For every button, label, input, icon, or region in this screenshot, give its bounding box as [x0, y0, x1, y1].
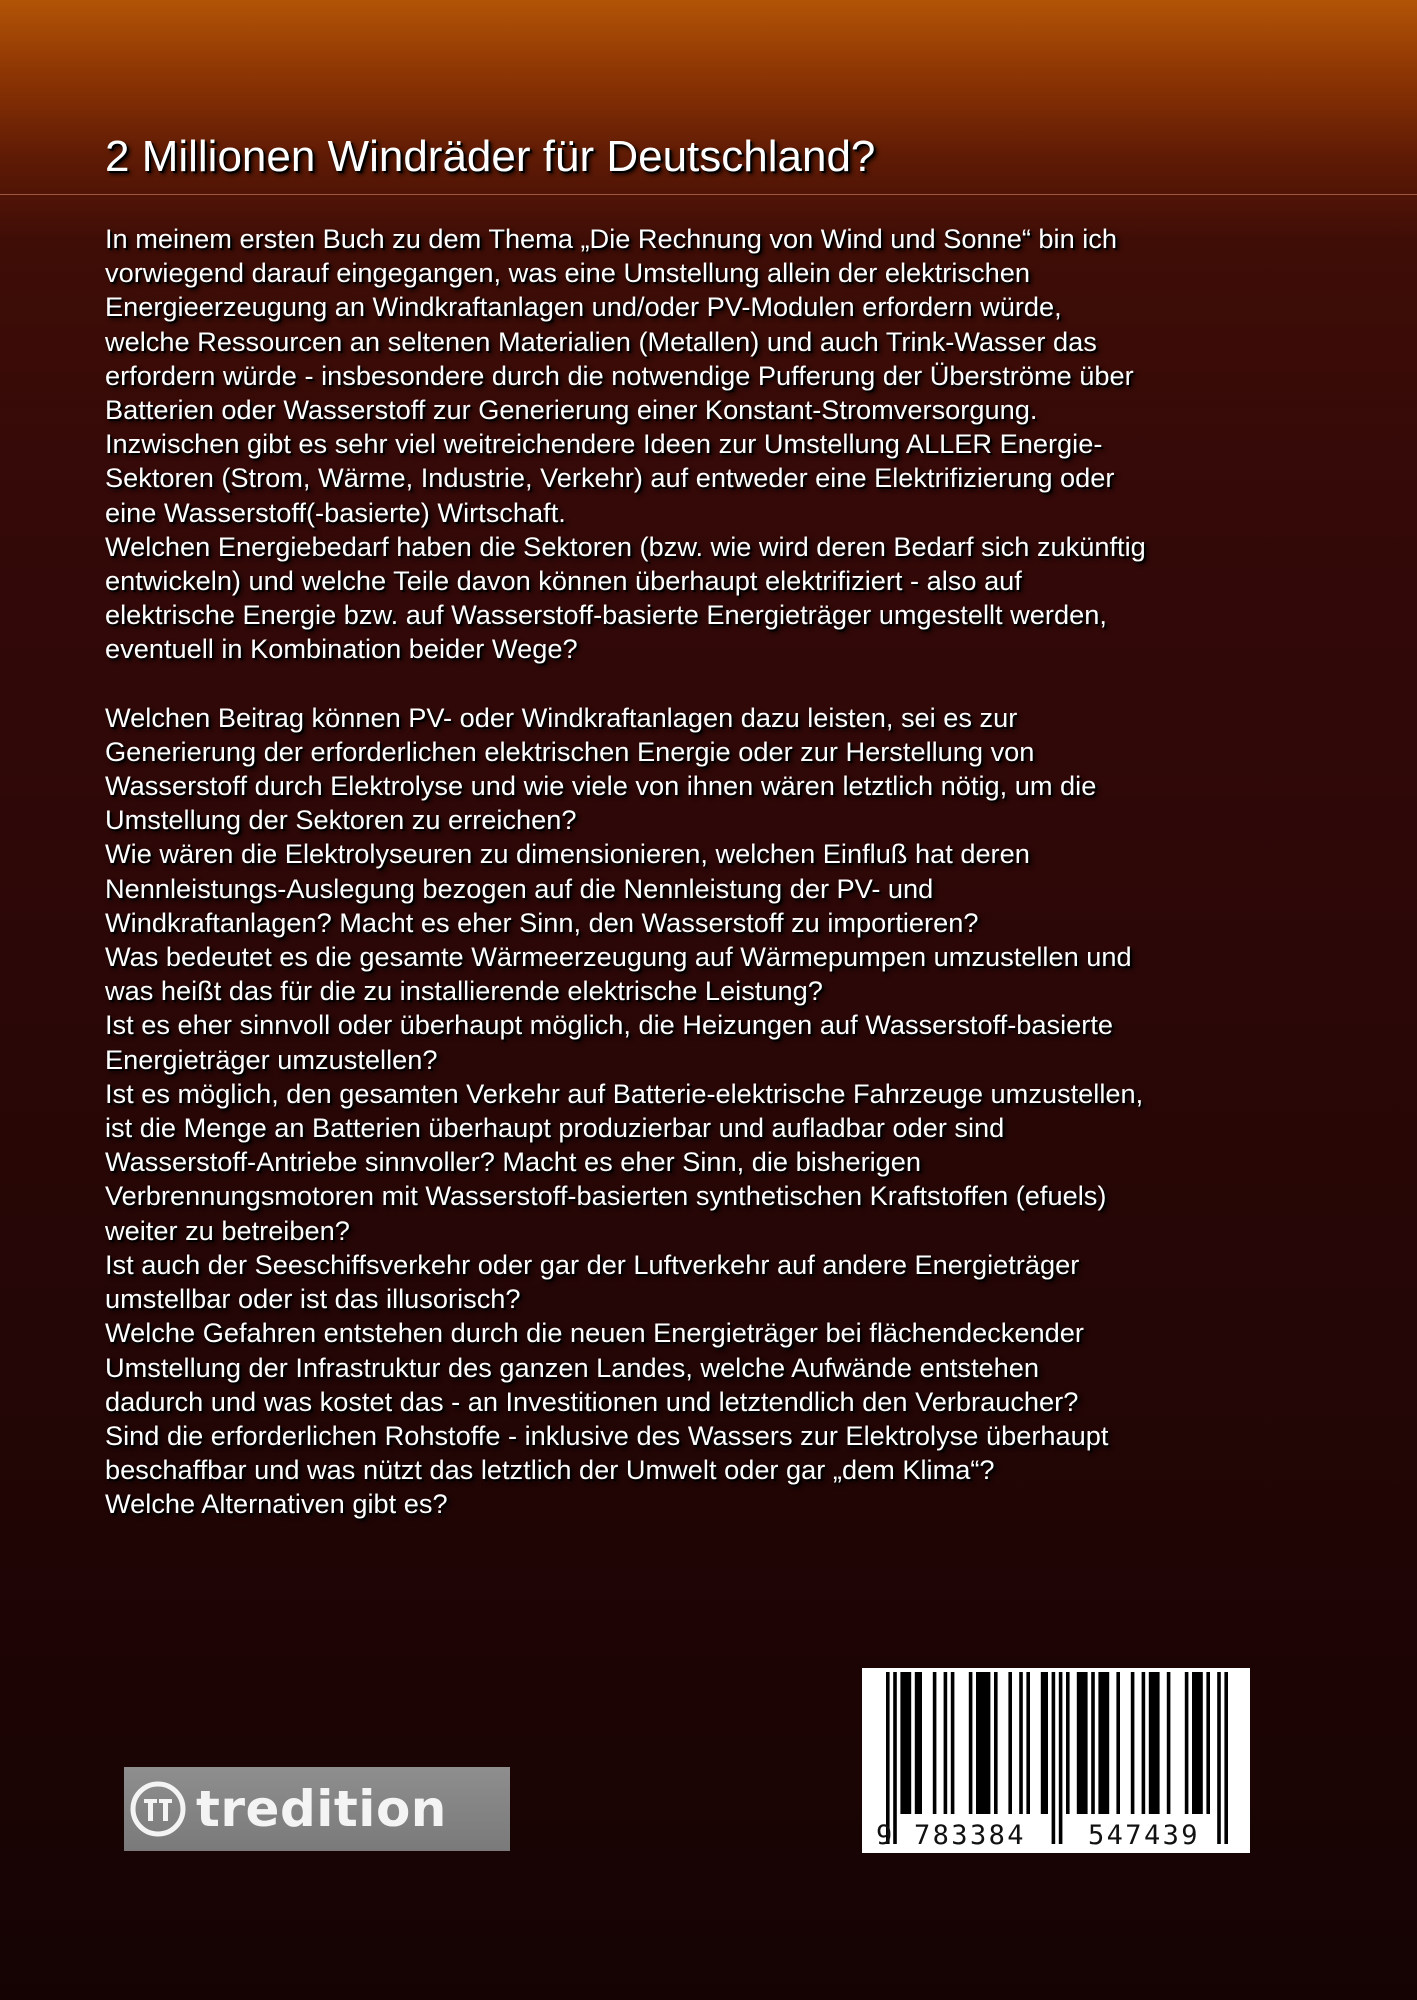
blurb-line: Nennleistungs-Auslegung bezogen auf die Nennleistung der PV- und — [105, 872, 934, 904]
blurb-paragraph-1 — [105, 222, 1365, 667]
blurb-line: Welche Alternativen gibt es? — [105, 1488, 448, 1520]
barcode-bar — [1008, 1672, 1012, 1814]
barcode-bar — [893, 1672, 897, 1844]
blurb-text — [105, 222, 1365, 1522]
book-title: 2 Millionen Windräder für Deutschland? — [105, 132, 876, 181]
barcode-bar — [1142, 1672, 1146, 1814]
barcode-bar — [1116, 1672, 1120, 1814]
barcode-bar — [944, 1672, 948, 1814]
blurb-line: weiter zu betreiben? — [105, 1214, 350, 1246]
barcode-bar — [1077, 1672, 1088, 1814]
blurb-line: In meinem ersten Buch zu dem Thema „Die Rechnung von Wind und Sonne“ bin ich — [105, 223, 1118, 254]
blurb-line: elektrische Energie bzw. auf Wasserstoff-basierte Energieträger umgestellt werden, — [105, 599, 1107, 631]
barcode-bar — [915, 1672, 922, 1814]
barcode-bar — [969, 1672, 973, 1814]
barcode-bar — [1091, 1672, 1095, 1814]
blurb-line: Ist es möglich, den gesamten Verkehr auf Batterie-elektrische Fahrzeuge umzustellen, — [105, 1077, 1144, 1109]
barcode-bar — [951, 1672, 955, 1814]
barcode-bar — [1149, 1672, 1160, 1814]
blurb-line: ist die Menge an Batterien überhaupt produzierbar und aufladbar oder sind — [105, 1112, 1005, 1144]
barcode-bar — [1066, 1672, 1070, 1814]
barcode-bar — [1059, 1672, 1063, 1844]
blurb-paragraph-2 — [105, 701, 1365, 1522]
blurb-line: was heißt das für die zu installierende elektrische Leistung? — [105, 975, 823, 1007]
blurb-line: umstellbar oder ist das illusorisch? — [105, 1283, 521, 1315]
barcode-bar — [1224, 1672, 1228, 1844]
publisher-logo — [124, 1767, 510, 1851]
blurb-line: erfordern würde - insbesondere durch die notwendige Pufferung der Überströme über — [105, 359, 1134, 391]
blurb-line: Welche Gefahren entstehen durch die neuen Energieträger bei flächendeckender — [105, 1317, 1084, 1349]
blurb-line: Ist es eher sinnvoll oder überhaupt möglich, die Heizungen auf Wasserstoff-basierte — [105, 1009, 1113, 1041]
barcode-bar — [900, 1672, 911, 1814]
barcode-bar — [1206, 1672, 1210, 1814]
blurb-line: entwickeln) und welche Teile davon können überhaupt elektrifiziert - also auf — [105, 565, 1022, 597]
barcode-bar — [994, 1672, 998, 1814]
blurb-line: Welchen Beitrag können PV- oder Windkraftanlagen dazu leisten, sei es zur — [105, 701, 1018, 733]
blurb-line: Wie wären die Elektrolyseuren zu dimensionieren, welchen Einfluß hat deren — [105, 838, 1030, 870]
publisher-name: tredition — [196, 1780, 447, 1838]
isbn-prefix-digit: 9 — [876, 1820, 895, 1851]
isbn-right-group: 547439 — [1088, 1820, 1200, 1851]
blurb-line: Sektoren (Strom, Wärme, Industrie, Verkehr) auf entweder eine Elektrifizierung oder — [105, 462, 1115, 494]
blurb-line: eine Wasserstoff(-basierte) Wirtschaft. — [105, 496, 566, 528]
barcode-bar — [1192, 1672, 1203, 1814]
tredition-logo-icon — [130, 1781, 186, 1837]
blurb-line: Was bedeutet es die gesamte Wärmeerzeugung auf Wärmepumpen umzustellen und — [105, 941, 1132, 973]
barcode-bar — [1167, 1672, 1171, 1814]
title-divider — [0, 194, 1417, 195]
barcode-bar — [933, 1672, 937, 1814]
blurb-line: Sind die erforderlichen Rohstoffe - inklusive des Wassers zur Elektrolyse überhaupt — [105, 1419, 1109, 1451]
barcode-bar — [886, 1672, 890, 1844]
barcode-bar — [1026, 1672, 1030, 1814]
barcode-bar — [976, 1672, 990, 1814]
barcode-bar — [1185, 1672, 1189, 1814]
blurb-line: eventuell in Kombination beider Wege? — [105, 633, 578, 665]
blurb-line: Wasserstoff durch Elektrolyse und wie viele von ihnen wären letztlich nötig, um die — [105, 770, 1097, 802]
barcode-bar — [1041, 1672, 1048, 1814]
barcode-bar — [1019, 1672, 1023, 1814]
blurb-line: beschaffbar und was nützt das letztlich der Umwelt oder gar „dem Klima“? — [105, 1454, 995, 1486]
blurb-line: Windkraftanlagen? Macht es eher Sinn, den Wasserstoff zu importieren? — [105, 906, 979, 938]
barcode-bar — [1217, 1672, 1221, 1844]
barcode-bar — [1131, 1672, 1135, 1814]
blurb-line: dadurch und was kostet das - an Investitionen und letztendlich den Verbraucher? — [105, 1385, 1079, 1417]
blurb-line: vorwiegend darauf eingegangen, was eine Umstellung allein der elektrischen — [105, 257, 1030, 289]
blurb-line: Wasserstoff-Antriebe sinnvoller? Macht es eher Sinn, die bisherigen — [105, 1146, 922, 1178]
blurb-line: Inzwischen gibt es sehr viel weitreichendere Ideen zur Umstellung ALLER Energie- — [105, 428, 1103, 460]
blurb-line: Umstellung der Infrastruktur des ganzen Landes, welche Aufwände entstehen — [105, 1351, 1040, 1383]
isbn-left-group: 783384 — [914, 1820, 1026, 1851]
paragraph-gap — [105, 667, 1365, 701]
blurb-line: Ist auch der Seeschiffsverkehr oder gar der Luftverkehr auf andere Energieträger — [105, 1248, 1080, 1280]
blurb-line: Umstellung der Sektoren zu erreichen? — [105, 804, 577, 836]
blurb-line: welche Ressourcen an seltenen Materialien (Metallen) und auch Trink-Wasser das — [105, 325, 1097, 357]
blurb-line: Energieerzeugung an Windkraftanlagen und/oder PV-Modulen erfordern würde, — [105, 291, 1062, 323]
blurb-line: Verbrennungsmotoren mit Wasserstoff-basierten synthetischen Kraftstoffen (efuels) — [105, 1180, 1107, 1212]
blurb-line: Generierung der erforderlichen elektrischen Energie oder zur Herstellung von — [105, 735, 1035, 767]
barcode-bar — [1098, 1672, 1109, 1814]
blurb-line: Batterien oder Wasserstoff zur Generierung einer Konstant-Stromversorgung. — [105, 394, 1038, 426]
blurb-line: Welchen Energiebedarf haben die Sektoren (bzw. wie wird deren Bedarf sich zukünftig — [105, 530, 1146, 562]
blurb-line: Energieträger umzustellen? — [105, 1043, 438, 1075]
barcode-bar — [1052, 1672, 1056, 1844]
isbn-barcode — [862, 1668, 1250, 1853]
